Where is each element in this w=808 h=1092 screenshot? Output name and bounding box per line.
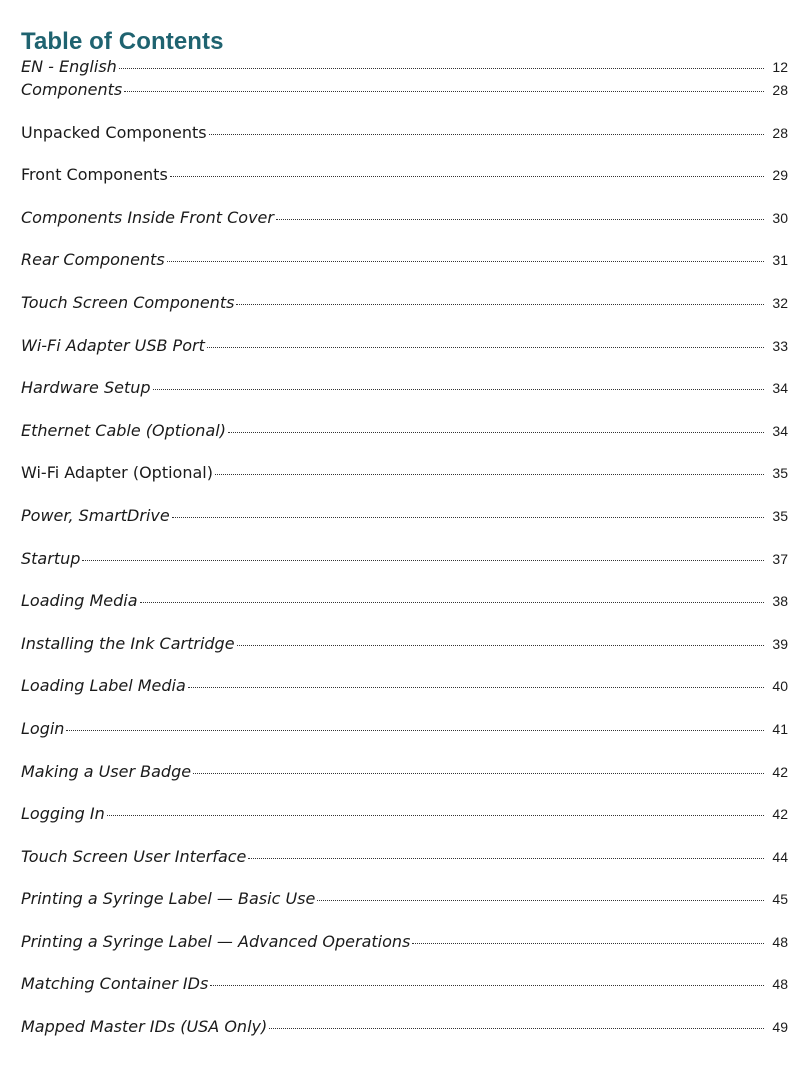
- toc-entry-label[interactable]: Touch Screen Components: [21, 292, 235, 312]
- dot-leader: [124, 91, 764, 92]
- dot-leader: [172, 517, 764, 518]
- toc-entry-page-number[interactable]: 37: [772, 550, 788, 567]
- toc-entry-page-number[interactable]: 38: [772, 593, 788, 610]
- toc-entry-page-number[interactable]: 35: [772, 465, 788, 482]
- toc-entry[interactable]: [21, 251, 788, 294]
- dot-leader: [207, 347, 764, 348]
- dot-leader: [317, 900, 764, 901]
- toc-entry-page-number[interactable]: 45: [772, 891, 788, 908]
- toc-entry-label[interactable]: Hardware Setup: [21, 378, 151, 398]
- page-title: Table of Contents: [21, 28, 224, 55]
- dot-leader: [248, 858, 764, 859]
- toc-entry-page-number[interactable]: 34: [772, 422, 788, 439]
- toc-entry-page-number[interactable]: 33: [772, 337, 788, 354]
- toc-entry-label[interactable]: Loading Media: [21, 591, 138, 611]
- toc-entry[interactable]: [21, 848, 788, 891]
- toc-entry-label[interactable]: Front Components: [21, 165, 168, 185]
- toc-entry-label[interactable]: Touch Screen User Interface: [21, 846, 247, 866]
- toc-list: [21, 58, 788, 1061]
- toc-entry[interactable]: [21, 805, 788, 848]
- toc-entry[interactable]: [21, 890, 788, 933]
- toc-entry[interactable]: [21, 81, 788, 124]
- toc-entry-label[interactable]: Components: [21, 80, 123, 99]
- dot-leader: [107, 815, 764, 816]
- dot-leader: [66, 730, 764, 731]
- dot-leader: [193, 773, 764, 774]
- toc-entry[interactable]: [21, 720, 788, 763]
- toc-entry-label[interactable]: Login: [21, 718, 65, 738]
- dot-leader: [412, 943, 764, 944]
- toc-entry-label[interactable]: Printing a Syringe Label — Advanced Operations: [21, 931, 411, 951]
- toc-entry[interactable]: [21, 464, 788, 507]
- toc-entry-label[interactable]: Wi-Fi Adapter (Optional): [21, 463, 213, 483]
- dot-leader: [210, 985, 764, 986]
- toc-entry-label[interactable]: Mapped Master IDs (USA Only): [21, 1017, 268, 1037]
- dot-leader: [276, 219, 764, 220]
- toc-entry[interactable]: [21, 763, 788, 806]
- toc-entry-label[interactable]: Rear Components: [21, 250, 165, 270]
- dot-leader: [140, 602, 764, 603]
- toc-entry-page-number[interactable]: 32: [772, 294, 788, 311]
- toc-entry-page-number[interactable]: 30: [772, 209, 788, 226]
- toc-entry-label[interactable]: Printing a Syringe Label — Basic Use: [21, 889, 316, 909]
- toc-entry[interactable]: [21, 592, 788, 635]
- toc-entry-page-number[interactable]: 28: [772, 82, 788, 98]
- dot-leader: [82, 560, 764, 561]
- toc-entry[interactable]: [21, 124, 788, 167]
- toc-entry[interactable]: [21, 209, 788, 252]
- toc-entry-label[interactable]: Ethernet Cable (Optional): [21, 420, 226, 440]
- toc-entry-page-number[interactable]: 48: [772, 933, 788, 950]
- toc-entry-page-number[interactable]: 49: [772, 1019, 788, 1036]
- toc-entry-page-number[interactable]: 34: [772, 380, 788, 397]
- toc-entry-page-number[interactable]: 12: [772, 59, 788, 75]
- toc-entry[interactable]: [21, 58, 788, 81]
- toc-entry-label[interactable]: Wi-Fi Adapter USB Port: [21, 335, 205, 355]
- toc-entry[interactable]: [21, 550, 788, 593]
- dot-leader: [269, 1028, 764, 1029]
- dot-leader: [237, 645, 764, 646]
- toc-entry[interactable]: [21, 337, 788, 380]
- dot-leader: [236, 304, 764, 305]
- toc-entry[interactable]: [21, 1018, 788, 1061]
- toc-entry-page-number[interactable]: 40: [772, 678, 788, 695]
- toc-entry-label[interactable]: Power, SmartDrive: [21, 505, 170, 525]
- toc-entry[interactable]: [21, 422, 788, 465]
- toc-entry-page-number[interactable]: 42: [772, 806, 788, 823]
- toc-entry[interactable]: [21, 677, 788, 720]
- toc-page: [21, 26, 788, 1061]
- toc-entry-label[interactable]: Loading Label Media: [21, 676, 186, 696]
- dot-leader: [188, 687, 764, 688]
- toc-entry-page-number[interactable]: 42: [772, 763, 788, 780]
- toc-entry-page-number[interactable]: 41: [772, 720, 788, 737]
- toc-entry-label[interactable]: Matching Container IDs: [21, 974, 209, 994]
- toc-entry-page-number[interactable]: 28: [772, 124, 788, 141]
- toc-entry-label[interactable]: Startup: [21, 548, 81, 568]
- dot-leader: [119, 68, 764, 69]
- dot-leader: [167, 261, 764, 262]
- toc-entry[interactable]: [21, 635, 788, 678]
- dot-leader: [209, 134, 764, 135]
- toc-entry[interactable]: [21, 507, 788, 550]
- dot-leader: [153, 389, 764, 390]
- toc-entry[interactable]: [21, 166, 788, 209]
- toc-entry-page-number[interactable]: 44: [772, 848, 788, 865]
- toc-entry-label[interactable]: Logging In: [21, 804, 105, 824]
- dot-leader: [228, 432, 764, 433]
- toc-entry-label[interactable]: EN - English: [21, 57, 117, 76]
- toc-entry-page-number[interactable]: 48: [772, 976, 788, 993]
- toc-entry-page-number[interactable]: 35: [772, 507, 788, 524]
- toc-entry-label[interactable]: Components Inside Front Cover: [21, 207, 274, 227]
- toc-entry-page-number[interactable]: 29: [772, 167, 788, 184]
- toc-entry[interactable]: [21, 379, 788, 422]
- toc-entry[interactable]: [21, 933, 788, 976]
- toc-entry[interactable]: [21, 294, 788, 337]
- toc-entry-page-number[interactable]: 39: [772, 635, 788, 652]
- toc-entry-label[interactable]: Installing the Ink Cartridge: [21, 633, 235, 653]
- dot-leader: [170, 176, 764, 177]
- dot-leader: [215, 474, 764, 475]
- toc-entry[interactable]: [21, 975, 788, 1018]
- toc-entry-label[interactable]: Making a User Badge: [21, 761, 192, 781]
- toc-entry-page-number[interactable]: 31: [772, 252, 788, 269]
- toc-entry-label[interactable]: Unpacked Components: [21, 122, 207, 142]
